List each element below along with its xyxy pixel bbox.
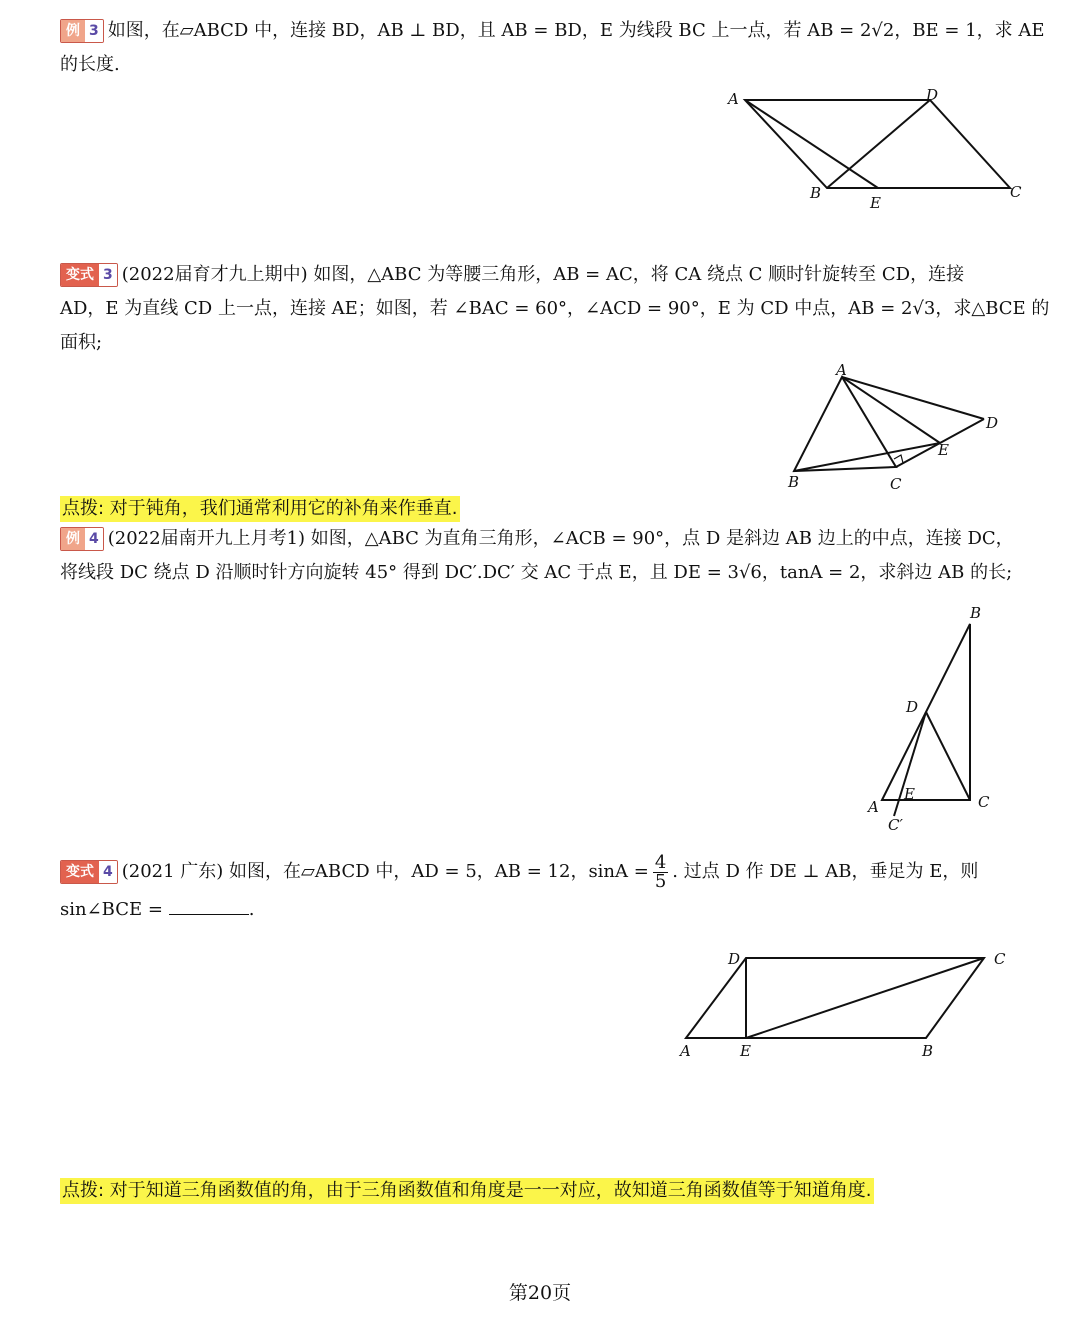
point-label-b: B <box>788 473 800 491</box>
point-label-b: B <box>810 184 822 202</box>
point-label-d: D <box>728 950 741 968</box>
example-tag: 例 4 <box>60 527 104 551</box>
segment-ae <box>842 377 940 443</box>
point-label-b: B <box>970 604 982 622</box>
point-label-c: C <box>978 793 990 811</box>
variant-tag: 变式 3 <box>60 263 118 287</box>
hint-obtuse-angle: 点拨: 对于钝角，我们通常利用它的补角来作垂直. <box>60 496 460 522</box>
figure-right-triangle-abc <box>860 600 1000 835</box>
answer-blank <box>169 894 249 915</box>
example-4-line-1: 例 4 (2022届南开九上月考1) 如图，△ABC 为直角三角形，∠ACB = 90°，点 D 是斜边 AB 边上的中点，连接 DC， <box>60 522 1020 556</box>
variant-4-line-2: sin∠BCE = . <box>60 892 1020 928</box>
point-label-c-prime: C′ <box>888 816 903 834</box>
point-label-a: A <box>836 361 847 379</box>
figure-parallelogram-abcd <box>720 82 1040 212</box>
triangle-abc <box>794 377 896 471</box>
example-3-line-1: 例 3 如图，在▱ABCD 中，连接 BD，AB ⊥ BD，且 AB = BD，E 为线段 BC 上一点，若 AB = 2√2，BE = 1，求 AE <box>60 14 1020 48</box>
point-label-c: C <box>890 475 902 493</box>
segment-ae <box>745 100 878 188</box>
point-label-d: D <box>906 698 919 716</box>
example-3-line-2: 的长度. <box>60 54 120 75</box>
point-label-d: D <box>986 414 999 432</box>
point-label-c: C <box>1010 183 1022 201</box>
segment-ec <box>746 958 984 1038</box>
variant-tag: 变式 4 <box>60 860 118 884</box>
segment-be <box>794 443 940 471</box>
point-label-e: E <box>870 194 881 212</box>
variant-3-line-3: 面积; <box>60 332 103 353</box>
point-label-b: B <box>922 1042 934 1060</box>
example-3 <box>60 14 1045 82</box>
example-4 <box>60 522 1020 590</box>
figure-parallelogram-abcd-2 <box>670 944 1020 1064</box>
figure-triangle-abc-rotation <box>780 361 1020 495</box>
variant-3-line-2: AD，E 为直线 CD 上一点，连接 AE；如图，若 ∠BAC = 60°，∠ACD = 90°，E 为 CD 中点，AB = 2√3，求△BCE 的 <box>60 298 1050 319</box>
segment-dc <box>926 712 970 800</box>
fraction-four-fifths: $\frac{4}{5}$ <box>654 851 667 892</box>
variant-3 <box>60 258 1050 360</box>
variant-3-line-1: 变式 3 (2022届育才九上期中) 如图，△ABC 为等腰三角形，AB = AC，将 CA 绕点 C 顺时针旋转至 CD，连接 <box>60 258 1020 292</box>
point-label-c: C <box>994 950 1006 968</box>
point-label-a: A <box>868 798 879 816</box>
example-tag: 例 3 <box>60 19 104 43</box>
right-angle-mark <box>894 455 903 463</box>
point-label-a: A <box>680 1042 691 1060</box>
point-label-e: E <box>904 785 915 803</box>
hint-trig-values: 点拨: 对于知道三角函数值的角，由于三角函数值和角度是一一对应，故知道三角函数值等于知道角度. <box>60 1178 874 1204</box>
point-label-e: E <box>938 441 949 459</box>
point-label-a: A <box>728 90 739 108</box>
point-label-d: D <box>926 86 939 104</box>
parallelogram-shape <box>686 958 984 1038</box>
segment-bd <box>827 100 930 188</box>
variant-4 <box>60 852 1020 928</box>
page-number: 第20页 <box>508 1282 572 1304</box>
point-label-e: E <box>740 1042 751 1060</box>
variant-4-line-1: 变式 4 (2021 广东) 如图，在▱ABCD 中，AD = 5，AB = 12，sinA = $\frac{4}{5}$ . 过点 D 作 DE ⊥ AB，垂足为 E，则 <box>60 852 1020 892</box>
example-4-line-2: 将线段 DC 绕点 D 沿顺时针方向旋转 45° 得到 DC′.DC′ 交 AC 于点 E，且 DE = 3√6，tanA = 2，求斜边 AB 的长; <box>60 562 1013 583</box>
